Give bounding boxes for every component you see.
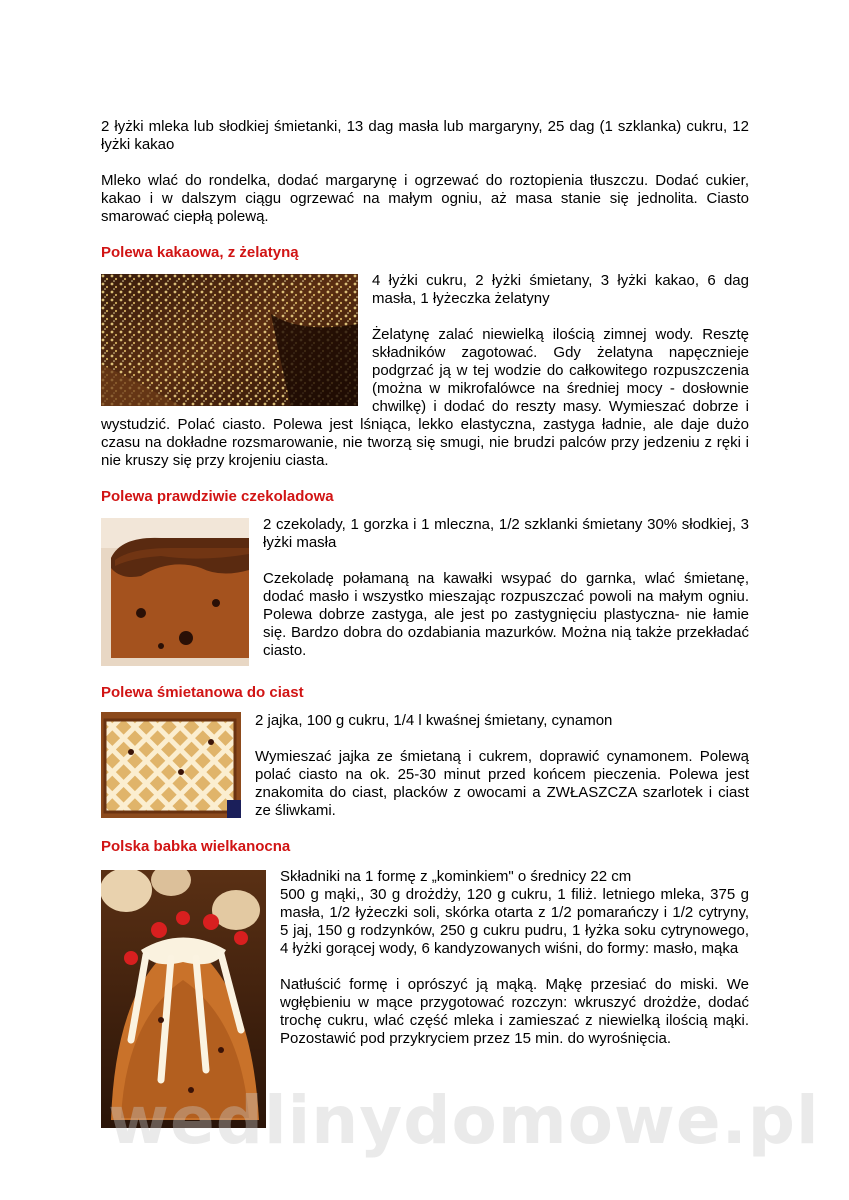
section-cocoa-gelatin bbox=[101, 272, 749, 470]
chocolate-loaf-photo bbox=[101, 518, 249, 666]
section-title-real-chocolate: Polewa prawdziwie czekoladowa bbox=[101, 488, 334, 505]
easter-babka-ingredients: 500 g mąki,, 30 g drożdży, 120 g cukru, 1 filiż. letniego mleka, 375 g masła, 1/2 łyżeczki soli, skórka otarta z 1/2 pomarańczy i 1/2 cytryny, 5 jaj, 150 g rodzynków, 250 g cukru pudru, 1 łyżka soku cytrynowego, 4 łyżki gorącej wody, 6 kandyzowanych wiśni, do formy: masło, mąka bbox=[280, 886, 749, 957]
intro-ingredients: 2 łyżki mleka lub słodkiej śmietanki, 13 dag masła lub margaryny, 25 dag (1 szklanka) cukru, 12 łyżki kakao bbox=[101, 118, 749, 153]
intro-method: Mleko wlać do rondelka, dodać margarynę i ogrzewać do roztopienia tłuszczu. Dodać cukier, kakao i w dalszym ciągu ogrzewać na małym ogniu, aż masa stanie się jednolita. Ciasto smarować ciepłą polewą. bbox=[101, 172, 749, 225]
easter-babka-ingredients-header: Składniki na 1 formę z „kominkiem" o średnicy 22 cm bbox=[280, 868, 632, 885]
cocoa-glaze-photo bbox=[101, 274, 358, 406]
section-easter-babka bbox=[101, 868, 749, 1128]
section-cream-glaze bbox=[101, 712, 749, 820]
section-title-cocoa-gelatin: Polewa kakaowa, z żelatyną bbox=[101, 244, 299, 261]
section-real-chocolate bbox=[101, 516, 749, 666]
easter-babka-photo bbox=[101, 870, 266, 1128]
cream-glaze-ingredients: 2 jajka, 100 g cukru, 1/4 l kwaśnej śmietany, cynamon bbox=[255, 712, 613, 729]
cream-glaze-method: Wymieszać jajka ze śmietaną i cukrem, doprawić cynamonem. Polewą polać ciasto na ok. 25-30 minut przed końcem pieczenia. Polewa jest znakomita do ciast, placków z owocami a ZWŁASZCZA szarlotek i ciast ze śliwkami. bbox=[255, 748, 749, 819]
cocoa-gelatin-method: Żelatynę zalać niewielką ilością zimnej wody. Resztę składników zagotować. Gdy żelatyna napęcznieje podgrzać ją w tej wodzie do całkowitego rozpuszczenia (można w mikrofalówce na średniej mocy - dosłownie chwilkę) i dodać do reszty masy. Wymieszać dobrze i wystudzić. Polać ciasto. Polewa jest lśniąca, lekko elastyczna, zastyga ładnie, ale daje dużo czasu na dokładne rozsmarowanie, nie tworzą się smugi, nie brudzi palców przy jedzeniu z ręki i nie kruszy się przy krojeniu ciasta. bbox=[101, 326, 749, 469]
cocoa-gelatin-ingredients: 4 łyżki cukru, 2 łyżki śmietany, 3 łyżki kakao, 6 dag masła, 1 łyżeczka żelatyny bbox=[372, 272, 749, 307]
real-chocolate-ingredients: 2 czekolady, 1 gorzka i 1 mleczna, 1/2 szklanki śmietany 30% słodkiej, 3 łyżki masła bbox=[263, 516, 749, 551]
recipe-page bbox=[101, 118, 749, 1128]
easter-babka-method: Natłuścić formę i oprószyć ją mąką. Mąkę przesiać do miski. We wgłębieniu w mące przygotować rozczyn: wkruszyć drożdże, dodać trochę cukru, wlać część mleka i zamieszać z niewielką ilością mąki. Pozostawić pod przykryciem przez 15 min. do wyrośnięcia. bbox=[280, 976, 749, 1047]
section-title-easter-babka: Polska babka wielkanocna bbox=[101, 838, 291, 855]
lattice-cake-photo bbox=[101, 712, 241, 818]
real-chocolate-method: Czekoladę połamaną na kawałki wsypać do garnka, wlać śmietanę, dodać masło i wszystko mieszając rozpuszczać powoli na małym ogniu. Polewa dobrze zastyga, ale jest po zastygnięciu plastyczna- nie łamie się. Bardzo dobra do ozdabiania mazurków. Można nią także przekładać ciasto. bbox=[263, 570, 749, 659]
section-title-cream-glaze: Polewa śmietanowa do ciast bbox=[101, 684, 304, 701]
site-watermark: wedlinydomowe.pl bbox=[108, 1082, 820, 1159]
